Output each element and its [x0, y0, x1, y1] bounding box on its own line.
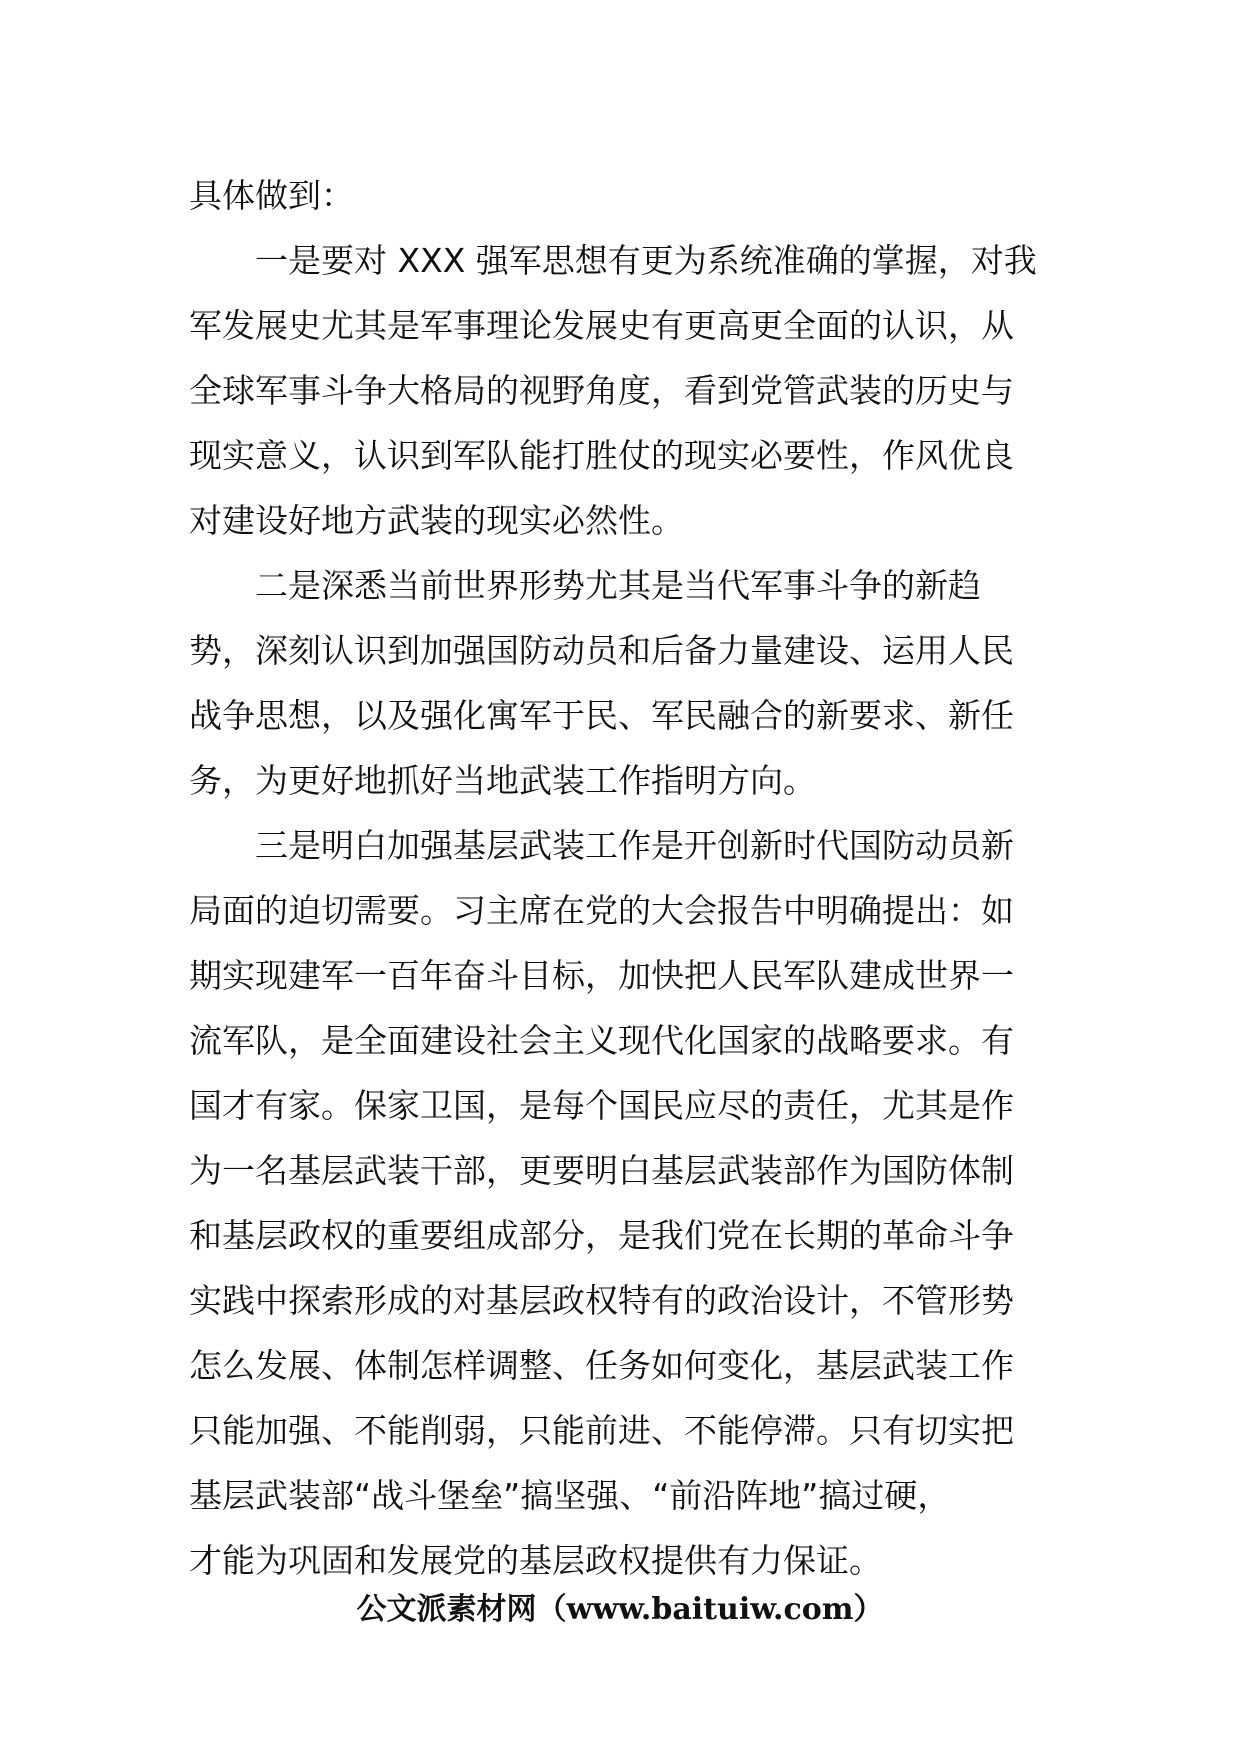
text-line: 为一名基层武装干部，更要明白基层武装部作为国防体制: [189, 1151, 1014, 1190]
body-text: [189, 163, 1059, 1593]
text-line: 务，为更好地抓好当地武装工作指明方向。: [189, 761, 816, 800]
text-line: 现实意义，认识到军队能打胜仗的现实必要性，作风优良: [189, 436, 1014, 475]
text-line: 军发展史尤其是军事理论发展史有更高更全面的认识，从: [189, 306, 1014, 345]
text-line: 战争思想，以及强化寓军于民、军民融合的新要求、新任: [189, 696, 1014, 735]
text-line: 只能加强、不能削弱，只能前进、不能停滞。只有切实把: [189, 1411, 1014, 1450]
text-line: 基层武装部“战斗堡垒”搞坚强、“前沿阵地”搞过硬，: [189, 1476, 951, 1515]
text-line: 一是要对 XXX 强军思想有更为系统准确的掌握，对我: [255, 241, 1037, 280]
text-line: 才能为巩固和发展党的基层政权提供有力保证。: [189, 1541, 882, 1580]
text-line: 三是明白加强基层武装工作是开创新时代国防动员新: [255, 826, 1014, 865]
footer-watermark: 公文派素材网（www.baituiw.com）: [356, 1592, 884, 1627]
text-line: 实践中探索形成的对基层政权特有的政治设计，不管形势: [189, 1281, 1014, 1320]
text-line: 国才有家。保家卫国，是每个国民应尽的责任，尤其是作: [189, 1086, 1014, 1125]
text-line: 怎么发展、体制怎样调整、任务如何变化，基层武装工作: [189, 1346, 1014, 1385]
text-line: 二是深悉当前世界形势尤其是当代军事斗争的新趋: [255, 566, 981, 605]
text-line: 势，深刻认识到加强国防动员和后备力量建设、运用人民: [189, 631, 1014, 670]
text-line: 具体做到：: [189, 176, 354, 215]
text-line: 全球军事斗争大格局的视野角度，看到党管武装的历史与: [189, 371, 1014, 410]
text-line: 局面的迫切需要。习主席在党的大会报告中明确提出：如: [189, 891, 1014, 930]
text-line: 和基层政权的重要组成部分，是我们党在长期的革命斗争: [189, 1216, 1014, 1255]
text-line: 流军队，是全面建设社会主义现代化国家的战略要求。有: [189, 1021, 1014, 1060]
text-line: 期实现建军一百年奋斗目标，加快把人民军队建成世界一: [189, 956, 1014, 995]
text-line: 对建设好地方武装的现实必然性。: [189, 501, 684, 540]
